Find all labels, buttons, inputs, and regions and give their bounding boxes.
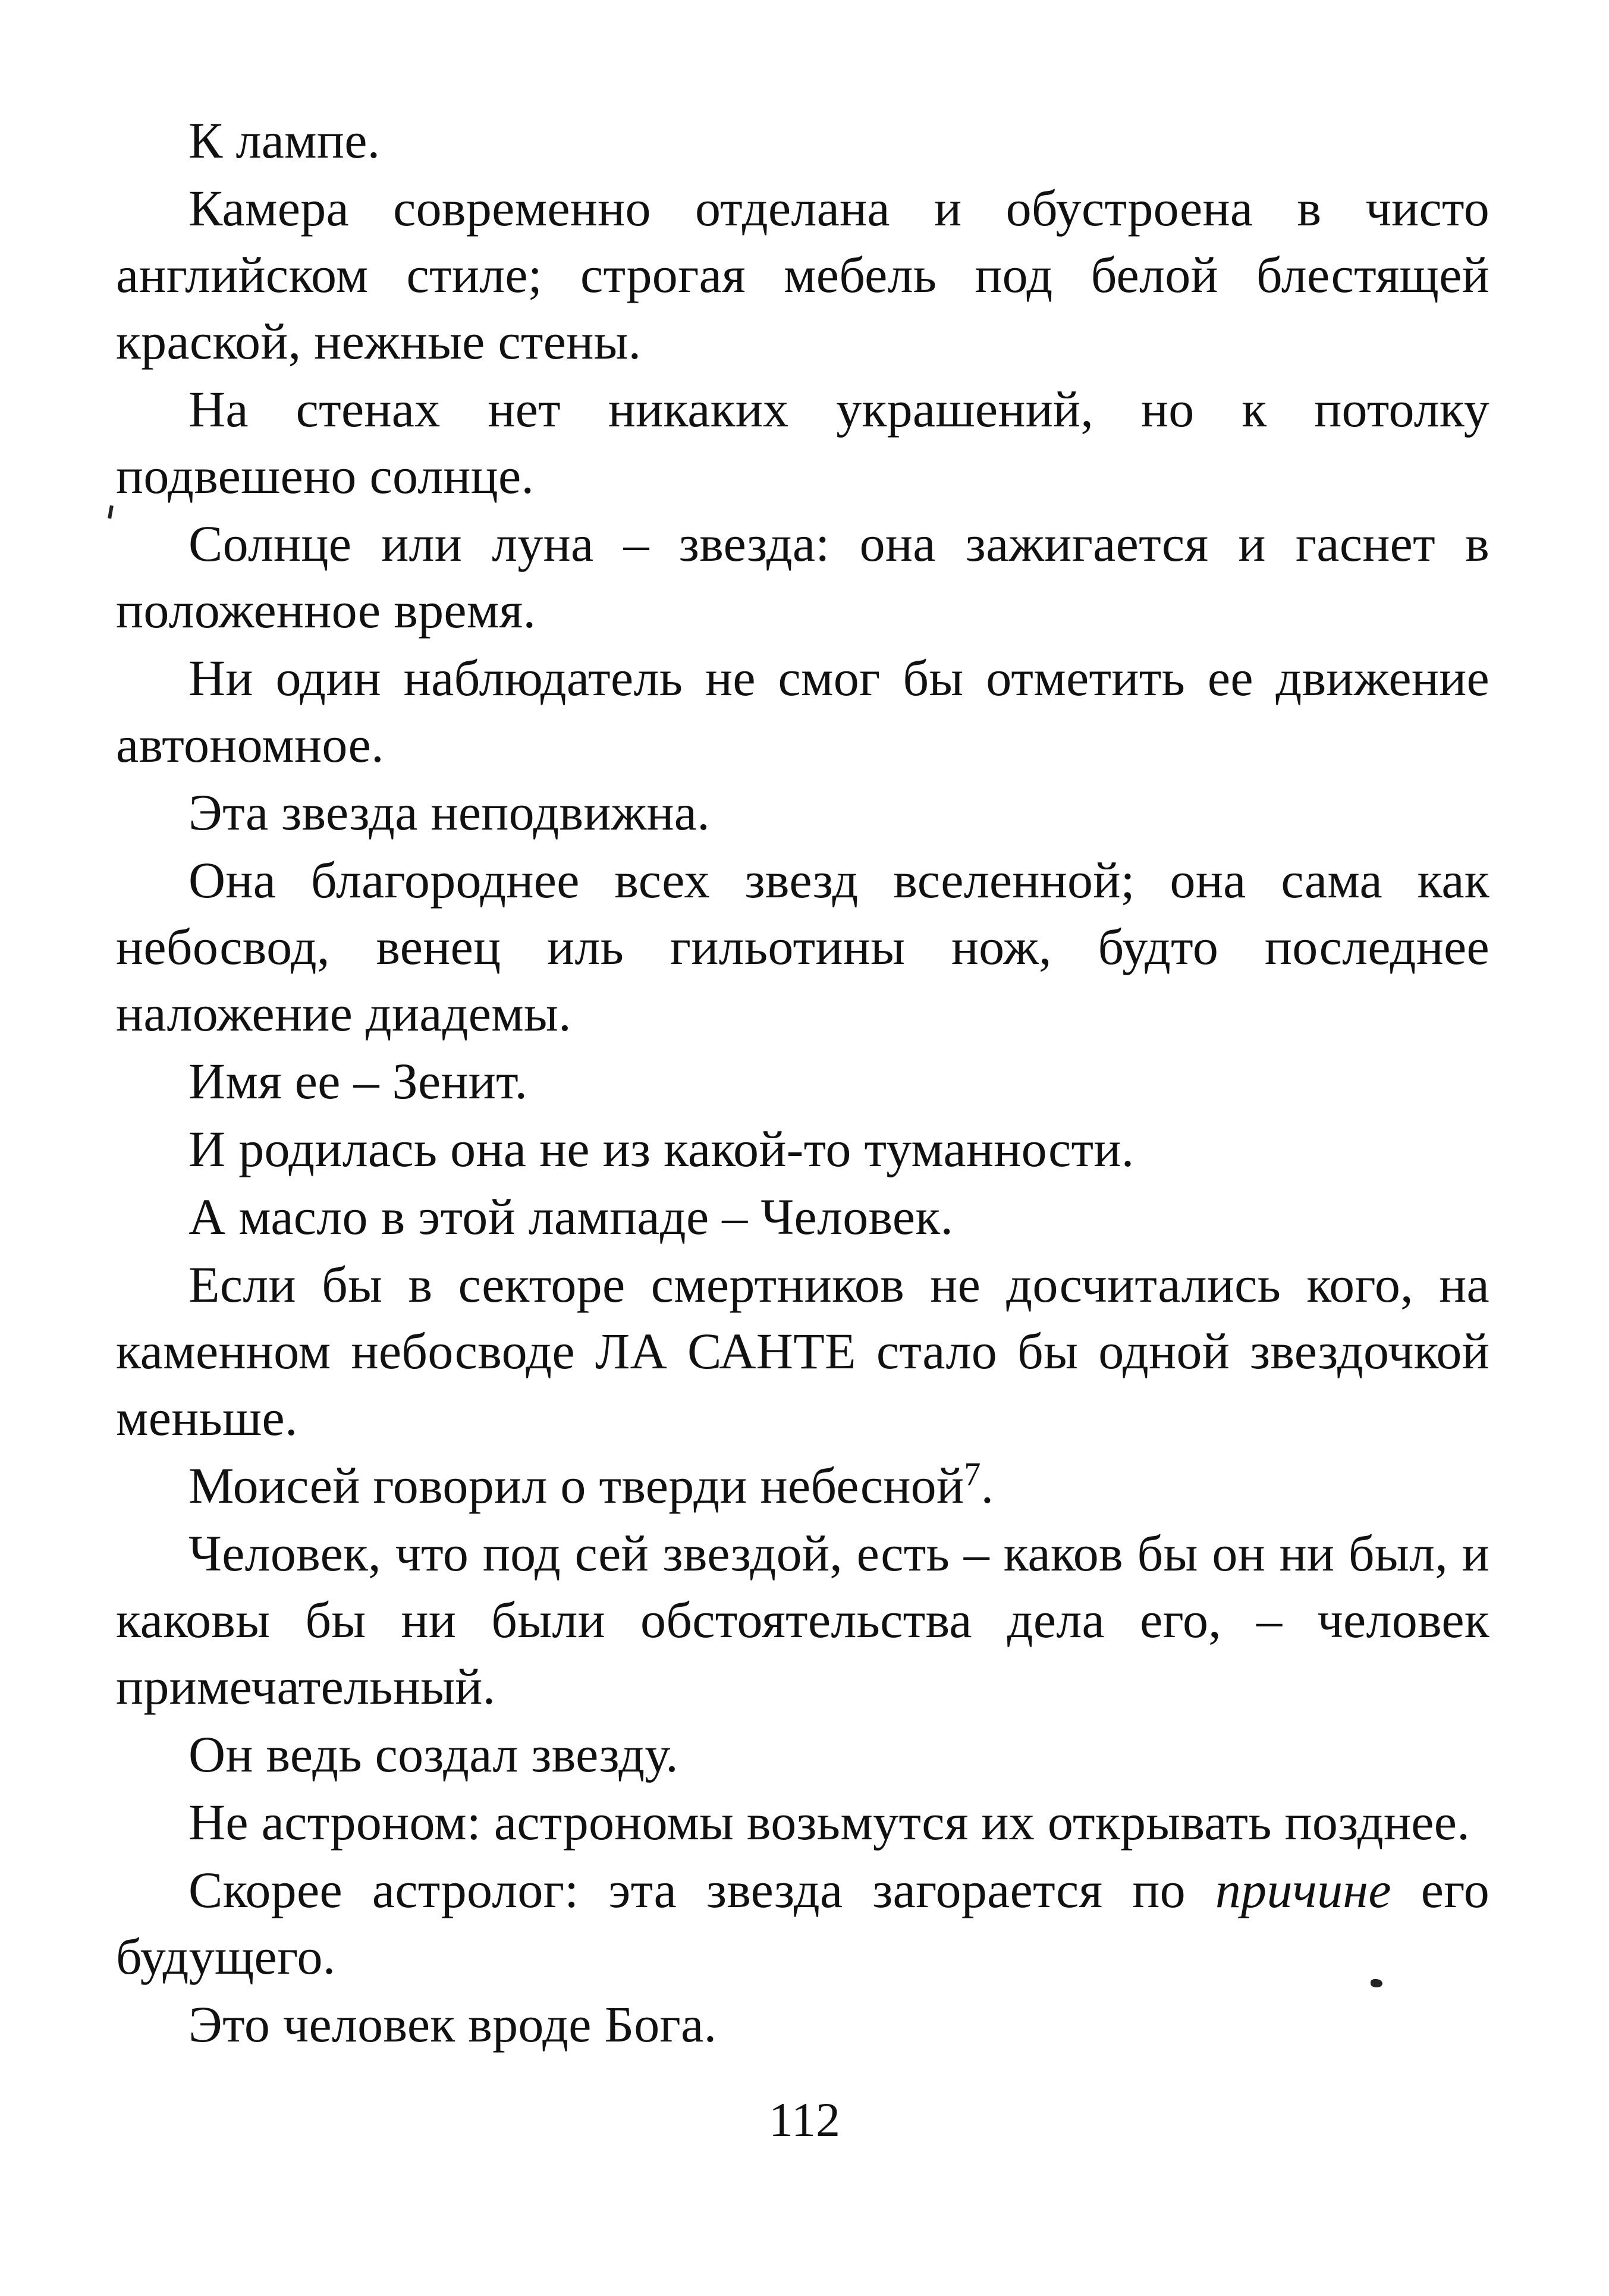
paragraph: Эта звезда неподвижна.	[188, 784, 711, 841]
paragraph: Человек, что под сей звездой, есть – каков бы он ни был, и каковы бы ни были обстоятельства дела его, – человек примечательный.	[116, 1525, 1489, 1715]
paragraph-with-emphasis	[116, 1857, 1489, 1990]
paragraph: Имя ее – Зенит.	[188, 1053, 528, 1110]
footnote-marker[interactable]: 7	[964, 1456, 981, 1493]
paragraph: Это человек вроде Бога.	[188, 1996, 717, 2053]
body-text	[116, 107, 1489, 2059]
paragraph: К лампе.	[188, 112, 381, 169]
paragraph: Если бы в секторе смертников не досчитались кого, на каменном небосводе ЛА САНТЕ стало бы одной звездочкой меньше.	[116, 1256, 1489, 1446]
paragraph: Ни один наблюдатель не смог бы отметить ее движение автономное.	[116, 649, 1489, 773]
paragraph: Он ведь создал звезду.	[188, 1726, 678, 1783]
paragraph-text: его будущего.	[116, 1861, 1489, 1985]
paragraph: Камера современно отделана и обустроена в чисто английском стиле; строгая мебель под белой блестящей краской, нежные стены.	[116, 180, 1489, 370]
paragraph-with-footnote	[116, 1452, 1489, 1519]
paragraph: Не астроном: астрономы возьмутся их открывать позднее.	[188, 1794, 1470, 1851]
paragraph: А масло в этой лампаде – Человек.	[188, 1188, 954, 1245]
print-speck	[108, 505, 114, 519]
paragraph-text: .	[981, 1457, 994, 1514]
paragraph: И родилась она не из какой-то туманности.	[188, 1120, 1135, 1177]
paragraph: Она благороднее всех звезд вселенной; она сама как небосвод, венец иль гильотины нож, будто последнее наложение диадемы.	[116, 852, 1489, 1042]
paragraph: Солнце или луна – звезда: она зажигается и гаснет в положенное время.	[116, 515, 1489, 639]
paragraph-text: Скорее астролог: эта звезда загорается по	[188, 1861, 1215, 1918]
page-number: 112	[769, 2093, 840, 2147]
emphasized-word: причине	[1215, 1861, 1391, 1918]
paragraph-text: Моисей говорил о тверди небесной	[188, 1457, 964, 1514]
paragraph: На стенах нет никаких украшений, но к потолку подвешено солнце.	[116, 381, 1489, 504]
